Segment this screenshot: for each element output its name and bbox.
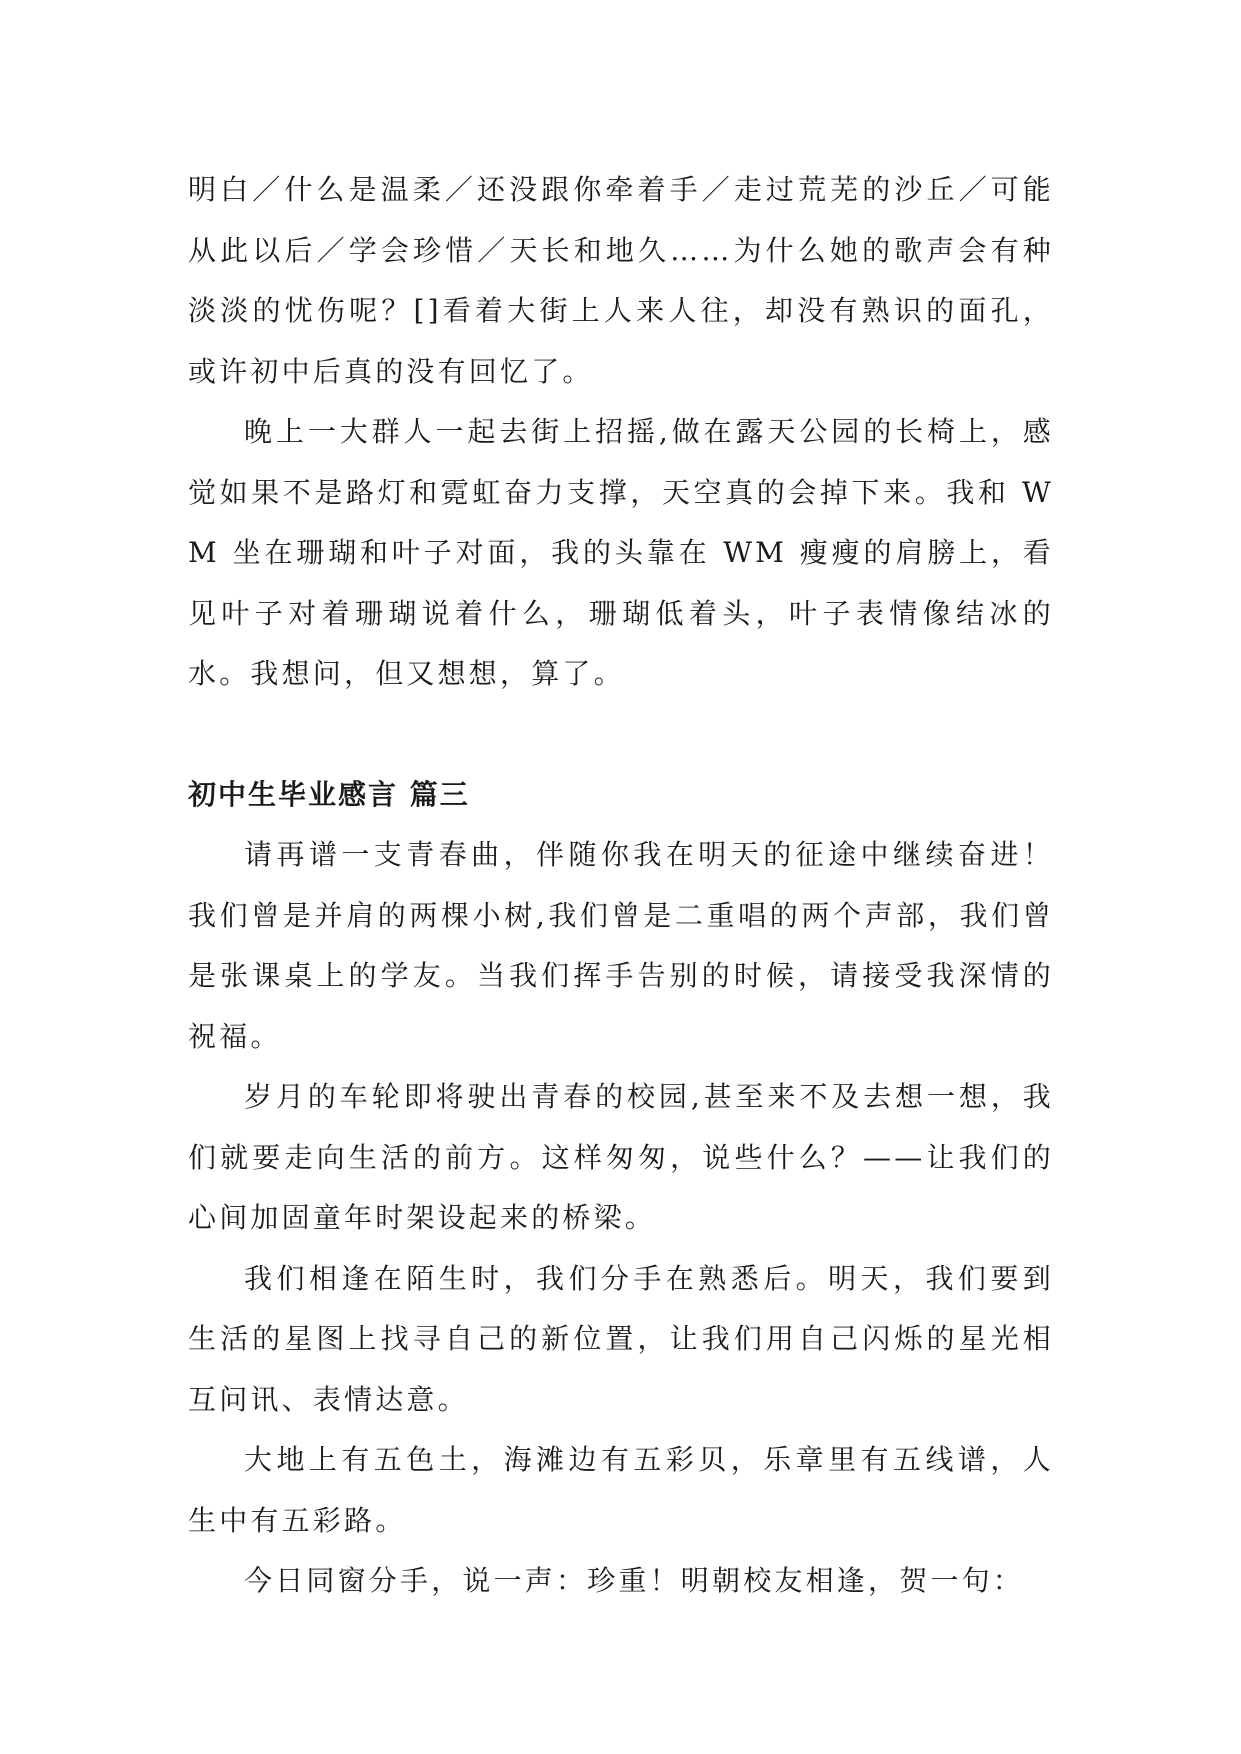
- paragraph-evening: 晚上一大群人一起去街上招摇,做在露天公园的长椅上，感觉如果不是路灯和霓虹奋力支撑，天空真的会掉下来。我和 WM 坐在珊瑚和叶子对面，我的头靠在 WM 瘦瘦的肩膀上，看见叶子对着珊瑚说着什么，珊瑚低着头，叶子表情像结冰的水。我想问，但又想想，算了。: [188, 415, 1054, 690]
- paragraph-youth-song: 请再谱一支青春曲，伴随你我在明天的征途中继续奋进！我们曾是并肩的两棵小树,我们曾是二重唱的两个声部，我们曾是张课桌上的学友。当我们挥手告别的时候，请接受我深情的祝福。: [188, 838, 1054, 1053]
- section-title: 初中生毕业感言 篇三: [188, 777, 470, 811]
- paragraph-years-wheel: 岁月的车轮即将驶出青春的校园,甚至来不及去想一想，我们就要走向生活的前方。这样匆匆，说些什么？——让我们的心间加固童年时架设起来的桥梁。: [188, 1080, 1054, 1234]
- document-page: [188, 160, 1054, 1612]
- paragraph-meet-part: 我们相逢在陌生时，我们分手在熟悉后。明天，我们要到生活的星图上找寻自己的新位置，让我们用自己闪烁的星光相互问讯、表情达意。: [188, 1261, 1054, 1416]
- paragraph-farewell: 今日同窗分手，说一声：珍重！明朝校友相逢，贺一句：: [244, 1564, 1025, 1597]
- paragraph-lyrics: 明白／什么是温柔／还没跟你牵着手／走过荒芜的沙丘／可能从此以后／学会珍惜／天长和地久……为什么她的歌声会有种淡淡的忧伤呢？[]看着大街上人来人往，却没有熟识的面孔，或许初中后真的没有回忆了。: [188, 173, 1054, 388]
- paragraph-five-colors: 大地上有五色土，海滩边有五彩贝，乐章里有五线谱，人生中有五彩路。: [188, 1443, 1054, 1537]
